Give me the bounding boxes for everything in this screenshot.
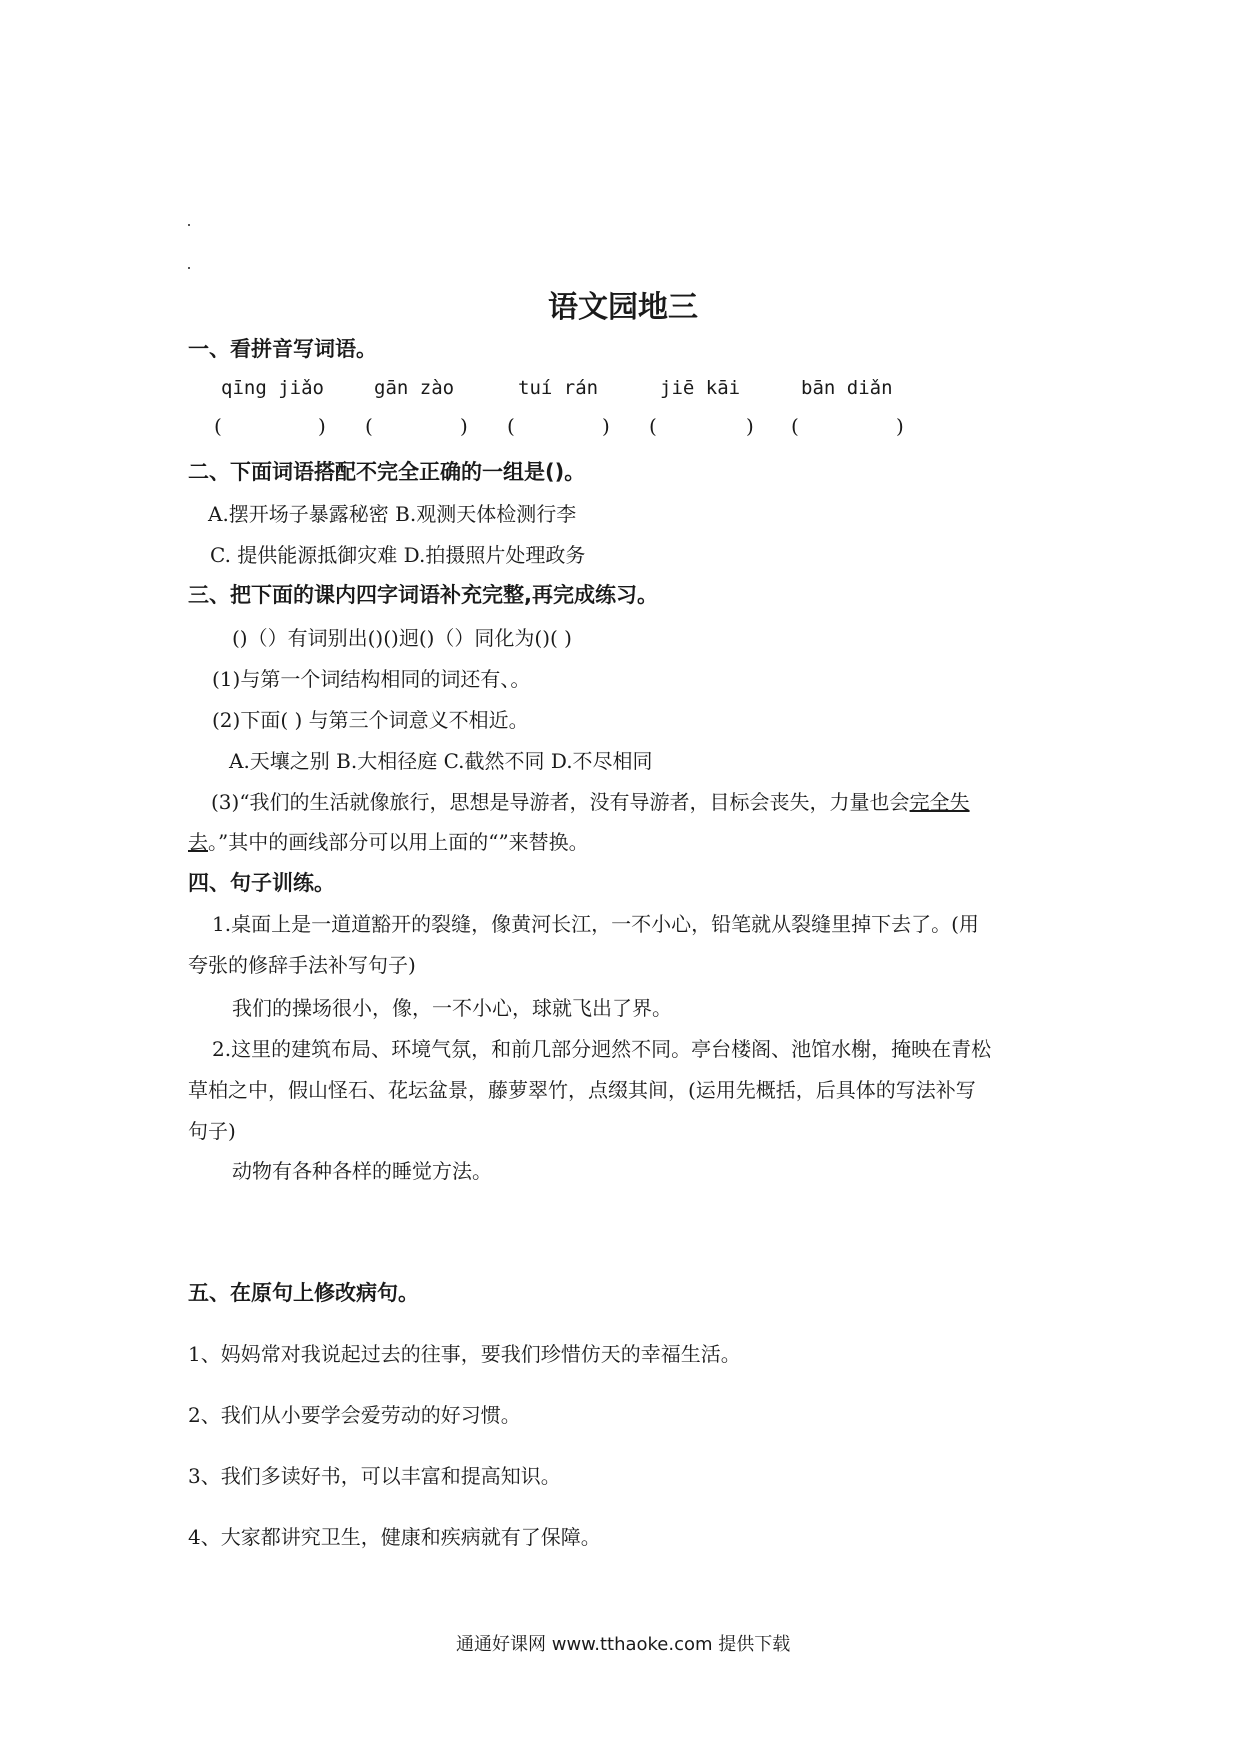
section-3-question-2: (2)下面( ) 与第三个词意义不相近。 (212, 708, 529, 732)
sentence-2-answer: 动物有各种各样的睡觉方法。 (232, 1159, 492, 1183)
sick-sentence-4: 4、大家都讲究卫生，健康和疾病就有了保障。 (188, 1525, 601, 1549)
blank-3-close: ) (602, 414, 610, 438)
pinyin-1: qīng jiǎo (221, 377, 324, 399)
section-3-question-3-line1 (211, 786, 970, 815)
question-3-text-end: 。”其中的画线部分可以用上面的“”来替换。 (208, 830, 589, 854)
section-1-heading: 一、看拼音写词语。 (188, 337, 377, 361)
section-3-idioms: ()（）有词别出()()迥()（）同化为()( ) (232, 626, 572, 650)
sentence-1-answer: 我们的操场很小，像，一不小心，球就飞出了界。 (232, 996, 672, 1020)
scan-speck (188, 267, 190, 269)
section-2-heading: 二、下面词语搭配不完全正确的一组是()。 (188, 460, 586, 484)
blank-1-open: ( (214, 414, 222, 438)
sentence-2-prompt-line3: 句子) (188, 1119, 236, 1143)
page-title: 语文园地三 (548, 290, 698, 325)
section-3-question-2-options: A.天壤之别 B.大相径庭 C.截然不同 D.不尽相同 (229, 749, 653, 773)
scan-speck (188, 224, 190, 226)
section-5-heading: 五、在原句上修改病句。 (188, 1281, 419, 1305)
pinyin-4: jiē kāi (660, 377, 741, 399)
blank-4-open: ( (649, 414, 657, 438)
blank-3-open: ( (507, 414, 515, 438)
underlined-phrase-end: 去 (188, 830, 208, 854)
sick-sentence-3: 3、我们多读好书，可以丰富和提高知识。 (188, 1464, 561, 1488)
footer-source: 通通好课网 www.tthaoke.com 提供下载 (456, 1634, 791, 1655)
sentence-2-prompt-line2: 草柏之中，假山怪石、花坛盆景，藤萝翠竹，点缀其间，(运用先概括，后具体的写法补写 (188, 1078, 976, 1102)
sick-sentence-1: 1、妈妈常对我说起过去的往事，要我们珍惜仿天的幸福生活。 (188, 1342, 741, 1366)
section-2-options-1: A.摆开场子暴露秘密 B.观测天体检测行李 (208, 502, 577, 526)
blank-2-open: ( (365, 414, 373, 438)
section-2-options-2: C. 提供能源抵御灾难 D.拍摄照片处理政务 (210, 543, 586, 567)
section-3-question-1: (1)与第一个词结构相同的词还有、。 (212, 667, 531, 691)
blank-5-open: ( (791, 414, 799, 438)
question-3-text: (3)“我们的生活就像旅行，思想是导游者，没有导游者，目标会丧失，力量也会 (211, 790, 910, 814)
blank-4-close: ) (746, 414, 754, 438)
pinyin-5: bān diǎn (801, 377, 893, 399)
sentence-1-prompt-line2: 夸张的修辞手法补写句子) (188, 953, 416, 977)
section-4-heading: 四、句子训练。 (188, 871, 335, 895)
section-3-heading: 三、把下面的课内四字词语补充完整,再完成练习。 (188, 583, 658, 607)
blank-2-close: ) (460, 414, 468, 438)
blank-5-close: ) (896, 414, 904, 438)
sentence-1-prompt-line1: 1.桌面上是一道道豁开的裂缝，像黄河长江，一不小心，铅笔就从裂缝里掉下去了。(用 (212, 912, 979, 936)
underlined-phrase: 完全失 (909, 790, 970, 814)
sentence-2-prompt-line1: 2.这里的建筑布局、环境气氛，和前几部分迥然不同。亭台楼阁、池馆水榭，掩映在青松 (212, 1037, 992, 1061)
blank-1-close: ) (318, 414, 326, 438)
sick-sentence-2: 2、我们从小要学会爱劳动的好习惯。 (188, 1403, 521, 1427)
pinyin-3: tuí rán (518, 377, 599, 399)
pinyin-2: gān zào (374, 377, 455, 399)
section-3-question-3-line2 (188, 826, 589, 855)
